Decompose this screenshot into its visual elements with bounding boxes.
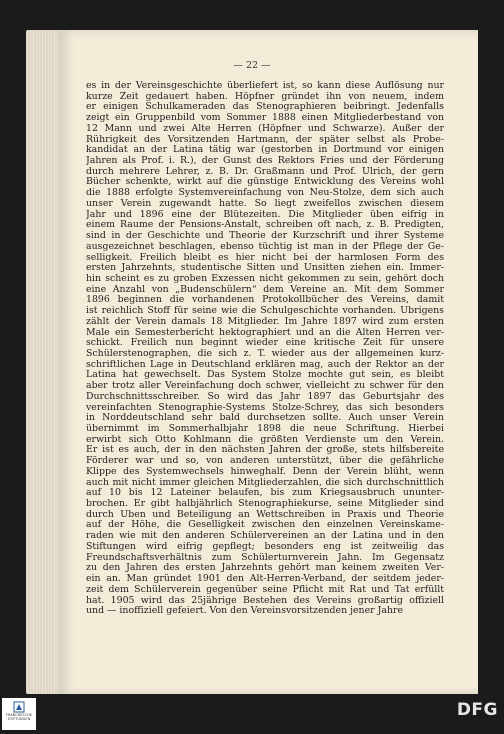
page-body-text	[86, 81, 444, 617]
text-line: ausgezeichnet beschlagen, ebenso tüchtig ist man in der Pflege der Ge-	[86, 241, 444, 252]
text-line: 12 Mann und zwei Alte Herren (Höpfner und Schwarze). Außer der	[86, 123, 444, 134]
text-line: Jahren als Prof. i. R.), der Gunst des Rektors Fries und der Förderung	[86, 156, 444, 167]
text-line: durch mehrere Lehrer, z. B. Dr. Graßmann und Prof. Ulrich, der gern	[86, 166, 444, 177]
text-line: ein an. Man gründet 1901 den Alt-Herren-Verband, der seitdem jeder-	[86, 574, 444, 585]
text-line: Male ein Semesterbericht hektographiert und an die Alten Herren ver-	[86, 327, 444, 338]
francke-foundations-logo-icon	[13, 701, 25, 713]
text-line: erwirbt sich Otto Kohlmann die größten Verdienste um den Verein.	[86, 434, 444, 445]
text-line: Bücher schenkte, wirkt auf die günstige Entwicklung des Vereins wohl	[86, 177, 444, 188]
book-page-edges	[26, 30, 58, 694]
text-line: hin scheint es zu groben Exzessen nicht gekommen zu sein, gehört doch	[86, 273, 444, 284]
text-line: und — inoffiziell gefeiert. Von den Vereinsvorsitzenden jener Jahre	[86, 606, 404, 617]
text-line: auf 10 bis 12 Lateiner belaufen, bis zum Kriegsausbruch ununter-	[86, 488, 444, 499]
page-number: — 22 —	[233, 60, 271, 71]
text-line: Freundschaftsverhältnis zum Schülerturnverein Jahn. Im Gegensatz	[86, 552, 444, 563]
text-line: 1896 beginnen die vorhandenen Protokollbücher des Vereins, damit	[86, 295, 444, 306]
text-line: Förderer war und so, von anderen unterstützt, über die gefährliche	[86, 456, 444, 467]
text-line: kurze Zeit gedauert haben. Höpfner gründet ihn von neuem, indem	[86, 91, 444, 102]
text-line: brochen. Er gibt halbjährlich Stenographiekurse, seine Mitglieder sind	[86, 499, 444, 510]
text-line: schriftlichen Lage in Deutschland erklären mag, auch der Rektor an der	[86, 359, 444, 370]
text-line: Schülerstenographen, die sich z. T. wieder aus der allgemeinen kurz-	[86, 348, 444, 359]
text-line: er einigen Schulkameraden das Stenographieren beibringt. Jedenfalls	[86, 102, 444, 113]
text-line: zählt der Verein damals 18 Mitglieder. Im Jahre 1897 wird zum ersten	[86, 316, 444, 327]
text-line: es in der Vereinsgeschichte überliefert ist, so kann diese Auflösung nur	[86, 81, 444, 91]
text-line: unser Verein zugewandt hatte. So liegt zweifellos zwischen diesem	[86, 198, 444, 209]
text-line: Klippe des Systemwechsels hinweghalf. Denn der Verein blüht, wenn	[86, 466, 444, 477]
viewer-footer	[0, 694, 504, 734]
text-line: kandidat an der Latina tätig war (gestorben in Dortmund vor einigen	[86, 145, 444, 156]
text-line: Rührigkeit des Vorsitzenden Hartmann, der später selbst als Probe-	[86, 134, 444, 145]
text-line: die 1888 erfolgte Systemvereinfachung von Neu-Stolze, dem sich auch	[86, 188, 444, 199]
text-line: ersten Jahrzehnts, studentische Sitten und Unsitten ziehen ein. Immer-	[86, 263, 444, 274]
text-line: auf der Höhe, die Geselligkeit zwischen den einzelnen Vereinskame-	[86, 520, 444, 531]
text-line: vereinfachten Stenographie-Systems Stolze-Schrey, das sich besonders	[86, 402, 444, 413]
text-line: ist reichlich Stoff für seine wie die Schulgeschichte vorhanden. Übrigens	[86, 306, 444, 317]
text-line: Er ist es auch, der in den nächsten Jahren der große, stets hilfsbereite	[86, 445, 444, 456]
dfg-badge: DFG	[456, 700, 498, 720]
text-line: zeigt ein Gruppenbild vom Sommer 1888 einen Mitgliederbestand von	[86, 113, 444, 124]
text-line: sind in der Geschichte und Theorie der Kurzschrift und ihrer Systeme	[86, 231, 444, 242]
text-line: zu den Jahren des ersten Jahrzehnts gehört man keinem zweiten Ver-	[86, 563, 444, 574]
text-line: eine Anzahl von „Budenschülern“ dem Vereine an. Mit dem Sommer	[86, 284, 444, 295]
text-line: schickt. Freilich nun beginnt wieder eine kritische Zeit für unsere	[86, 338, 444, 349]
text-line: Jahr und 1896 eine der Blütezeiten. Die Mitglieder üben eifrig in	[86, 209, 444, 220]
text-line: einem Raume der Pensions-Anstalt, schreiben oft nach, z. B. Predigten,	[86, 220, 444, 231]
text-line: zeit dem Schülerverein gegenüber seine Pflicht mit Rat und Tat erfüllt	[86, 584, 444, 595]
text-line: hat. 1905 wird das 25jährige Bestehen des Vereins großartig offiziell	[86, 595, 444, 606]
text-line: Latina hat gewechselt. Das System Stolze mochte gut sein, es bleibt	[86, 370, 444, 381]
text-line: auch mit nicht immer gleichen Mitgliederzahlen, die sich durchschnittlich	[86, 477, 444, 488]
text-line: aber trotz aller Vereinfachung doch schwer, vielleicht zu schwer für den	[86, 381, 444, 392]
francke-foundations-logo	[2, 698, 36, 730]
text-line: raden wie mit den anderen Schülervereinen an der Latina und in den	[86, 531, 444, 542]
text-line: in Norddeutschland sehr bald durchsetzen sollte. Auch unser Verein	[86, 413, 444, 424]
text-line: durch Üben und Beteiligung an Wettschreiben in Praxis und Theorie	[86, 509, 444, 520]
text-line: Stiftungen wird eifrig gepflegt; besonders eng ist zeitweilig das	[86, 541, 444, 552]
text-line: übernimmt im Sommerhalbjahr 1898 die neue Schriftung. Hierbei	[86, 424, 444, 434]
text-line: selligkeit. Freilich bleibt es hier nicht bei der harmlosen Form des	[86, 252, 444, 263]
text-line: Durchschnittsschreiber. So wird das Jahr 1897 das Geburtsjahr des	[86, 391, 444, 402]
francke-foundations-logo-text: FRANCKESCHE STIFTUNGEN	[5, 713, 33, 721]
